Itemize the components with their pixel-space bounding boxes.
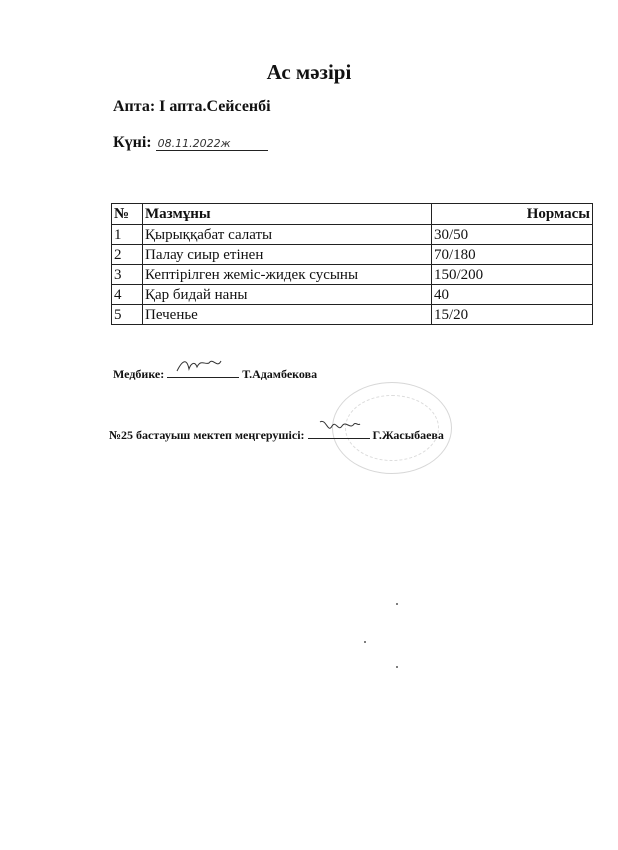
week-value: І апта.Сейсенбі	[159, 98, 271, 115]
row-number: 4	[112, 285, 143, 305]
date-label: Күні:	[113, 134, 152, 151]
page-title: Ас мәзірі	[266, 60, 352, 84]
row-dish-name: Қар бидай наны	[143, 285, 432, 305]
row-number: 2	[112, 245, 143, 265]
row-norm: 15/20	[432, 305, 593, 325]
row-number: 1	[112, 225, 143, 245]
table-header-row	[112, 204, 593, 225]
table-row	[112, 265, 593, 285]
date-line	[113, 134, 268, 152]
table-row	[112, 245, 593, 265]
scan-speck	[396, 603, 398, 605]
table-row	[112, 225, 593, 245]
column-header-content: Мазмұны	[143, 204, 432, 225]
row-norm: 70/180	[432, 245, 593, 265]
nurse-label: Медбике:	[113, 367, 165, 381]
row-dish-name: Қырыққабат салаты	[143, 225, 432, 245]
row-number: 5	[112, 305, 143, 325]
director-signature	[308, 426, 370, 439]
row-norm: 150/200	[432, 265, 593, 285]
director-name: Г.Жасыбаева	[372, 428, 444, 442]
nurse-signature	[167, 365, 239, 378]
week-line	[113, 98, 271, 116]
row-dish-name: Палау сиыр етінен	[143, 245, 432, 265]
scan-speck	[396, 666, 398, 668]
row-number: 3	[112, 265, 143, 285]
row-norm: 30/50	[432, 225, 593, 245]
signature-scribble-icon	[175, 355, 225, 375]
row-dish-name: Кептірілген жеміс-жидек сусыны	[143, 265, 432, 285]
row-dish-name: Печенье	[143, 305, 432, 325]
director-label: №25 бастауыш мектеп меңгерушісі:	[109, 428, 305, 442]
table-row	[112, 285, 593, 305]
signature-scribble-icon	[316, 416, 362, 436]
menu-table	[111, 203, 593, 325]
column-header-number: №	[112, 204, 143, 225]
director-signature-line	[109, 426, 444, 443]
table-row	[112, 305, 593, 325]
scan-speck	[364, 641, 366, 643]
week-label: Апта:	[113, 98, 156, 115]
nurse-name: Т.Адамбекова	[242, 367, 318, 381]
date-value: 08.11.2022ж	[156, 137, 268, 151]
column-header-norm: Нормасы	[432, 204, 593, 225]
row-norm: 40	[432, 285, 593, 305]
nurse-signature-line	[113, 365, 317, 382]
